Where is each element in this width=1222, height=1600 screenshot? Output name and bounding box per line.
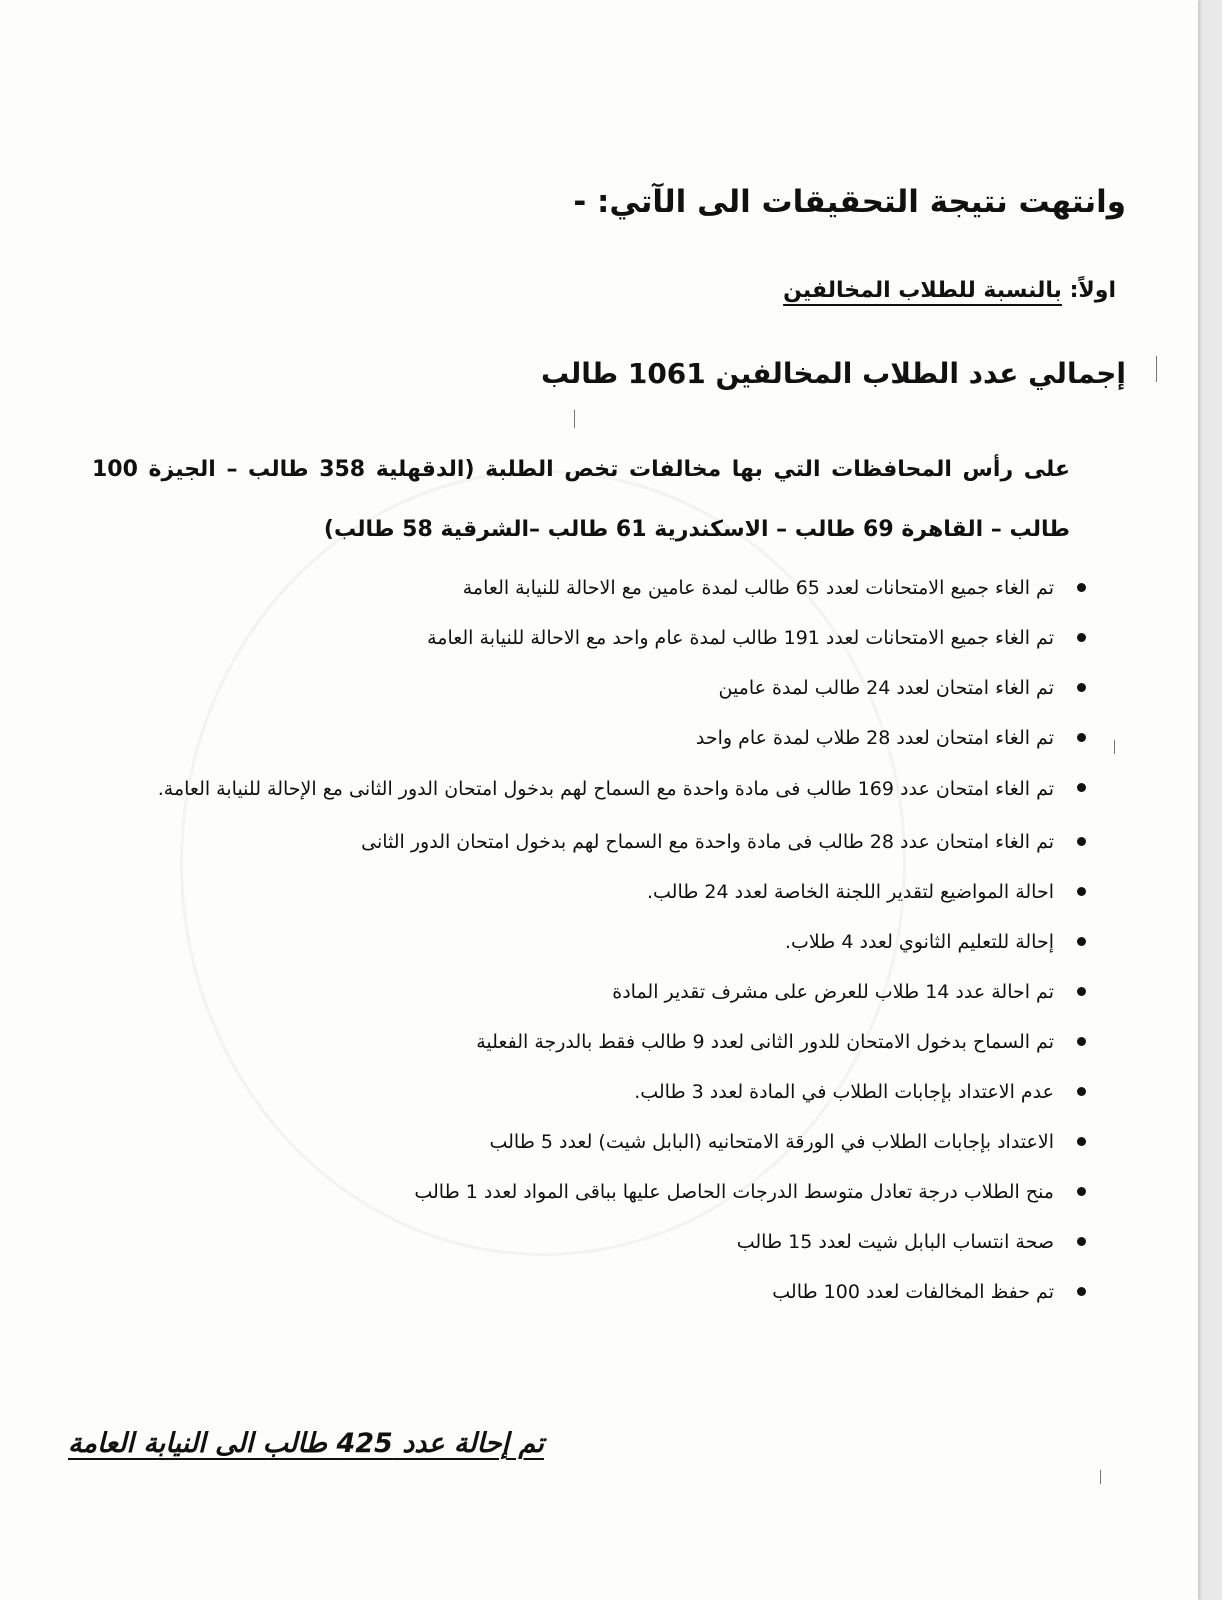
- list-item-text: منح الطلاب درجة تعادل متوسط الدرجات الحاصل عليها بباقى المواد لعدد 1 طالب: [414, 1181, 1054, 1203]
- bullet-icon: [1077, 1137, 1086, 1146]
- list-item-text: تم الغاء جميع الامتحانات لعدد 65 طالب لمدة عامين مع الاحالة للنيابة العامة: [462, 577, 1054, 599]
- list-item-text: تم الغاء امتحان لعدد 28 طلاب لمدة عام واحد: [695, 727, 1054, 749]
- list-item: [92, 867, 1086, 917]
- main-heading: وانتهت نتيجة التحقيقات الى الآتي: -: [573, 184, 1126, 220]
- bullet-icon: [1077, 987, 1086, 996]
- list-item: [92, 563, 1086, 613]
- list-item-text: احالة المواضيع لتقدير اللجنة الخاصة لعدد 24 طالب.: [646, 881, 1054, 903]
- list-item: [92, 1117, 1086, 1167]
- list-item-text: صحة انتساب البابل شيت لعدد 15 طالب: [736, 1231, 1054, 1253]
- list-item: [92, 763, 1086, 815]
- list-item: [92, 1067, 1086, 1117]
- list-item: [92, 1167, 1086, 1217]
- bullet-icon: [1077, 937, 1086, 946]
- list-item-text: تم الغاء امتحان لعدد 24 طالب لمدة عامين: [718, 677, 1054, 699]
- bullet-icon: [1077, 733, 1086, 742]
- bullet-icon: [1077, 783, 1086, 792]
- list-item: [92, 1217, 1086, 1267]
- bullet-icon: [1077, 583, 1086, 592]
- bullet-icon: [1077, 1187, 1086, 1196]
- list-item: [92, 1017, 1086, 1067]
- bullet-icon: [1077, 887, 1086, 896]
- bullet-icon: [1077, 1287, 1086, 1296]
- governorates-paragraph: على رأس المحافظات التي بها مخالفات تخص الطلبة (الدقهلية 358 طالب – الجيزة 100 طالب – القاهرة 69 طالب – الاسكندرية 61 طالب –الشرقية 58 طالب): [92, 457, 1070, 542]
- bullet-icon: [1077, 1237, 1086, 1246]
- list-item-text: عدم الاعتداد بإجابات الطلاب في المادة لعدد 3 طالب.: [634, 1081, 1054, 1103]
- list-item-text: إحالة للتعليم الثانوي لعدد 4 طلاب.: [784, 931, 1054, 953]
- list-item-text: تم الغاء امتحان عدد 169 طالب فى مادة واحدة مع السماح لهم بدخول امتحان الدور الثانى مع الإحالة للنيابة العامة.: [157, 778, 1054, 800]
- bullet-icon: [1077, 1037, 1086, 1046]
- referral-footer: تم إحالة عدد 425 طالب الى النيابة العامة: [68, 1428, 544, 1459]
- bullet-icon: [1077, 837, 1086, 846]
- list-item-text: تم حفظ المخالفات لعدد 100 طالب: [772, 1281, 1054, 1303]
- list-item-text: تم احالة عدد 14 طلاب للعرض على مشرف تقدير المادة: [612, 981, 1054, 1003]
- bullet-icon: [1077, 633, 1086, 642]
- bullet-icon: [1077, 683, 1086, 692]
- list-item-text: تم الغاء جميع الامتحانات لعدد 191 طالب لمدة عام واحد مع الاحالة للنيابة العامة: [427, 627, 1054, 649]
- list-item: [92, 1267, 1086, 1317]
- section-title-text: بالنسبة للطلاب المخالفين: [783, 278, 1062, 303]
- list-item: [92, 613, 1086, 663]
- list-item: [92, 713, 1086, 763]
- list-item: [92, 967, 1086, 1017]
- total-violators-line: إجمالي عدد الطلاب المخالفين 1061 طالب: [541, 357, 1126, 390]
- list-item-text: تم السماح بدخول الامتحان للدور الثانى لعدد 9 طالب فقط بالدرجة الفعلية: [476, 1031, 1054, 1053]
- list-item: [92, 917, 1086, 967]
- bullet-icon: [1077, 1087, 1086, 1096]
- list-item: [92, 817, 1086, 867]
- list-item-text: الاعتداد بإجابات الطلاب في الورقة الامتحانيه (البابل شيت) لعدد 5 طالب: [489, 1131, 1054, 1153]
- section-number: اولاً:: [1069, 278, 1116, 303]
- list-item-text: تم الغاء امتحان عدد 28 طالب فى مادة واحدة مع السماح لهم بدخول امتحان الدور الثانى: [361, 831, 1054, 853]
- section-title: [783, 278, 1116, 303]
- list-item: [92, 663, 1086, 713]
- penalties-list: [92, 563, 1086, 1317]
